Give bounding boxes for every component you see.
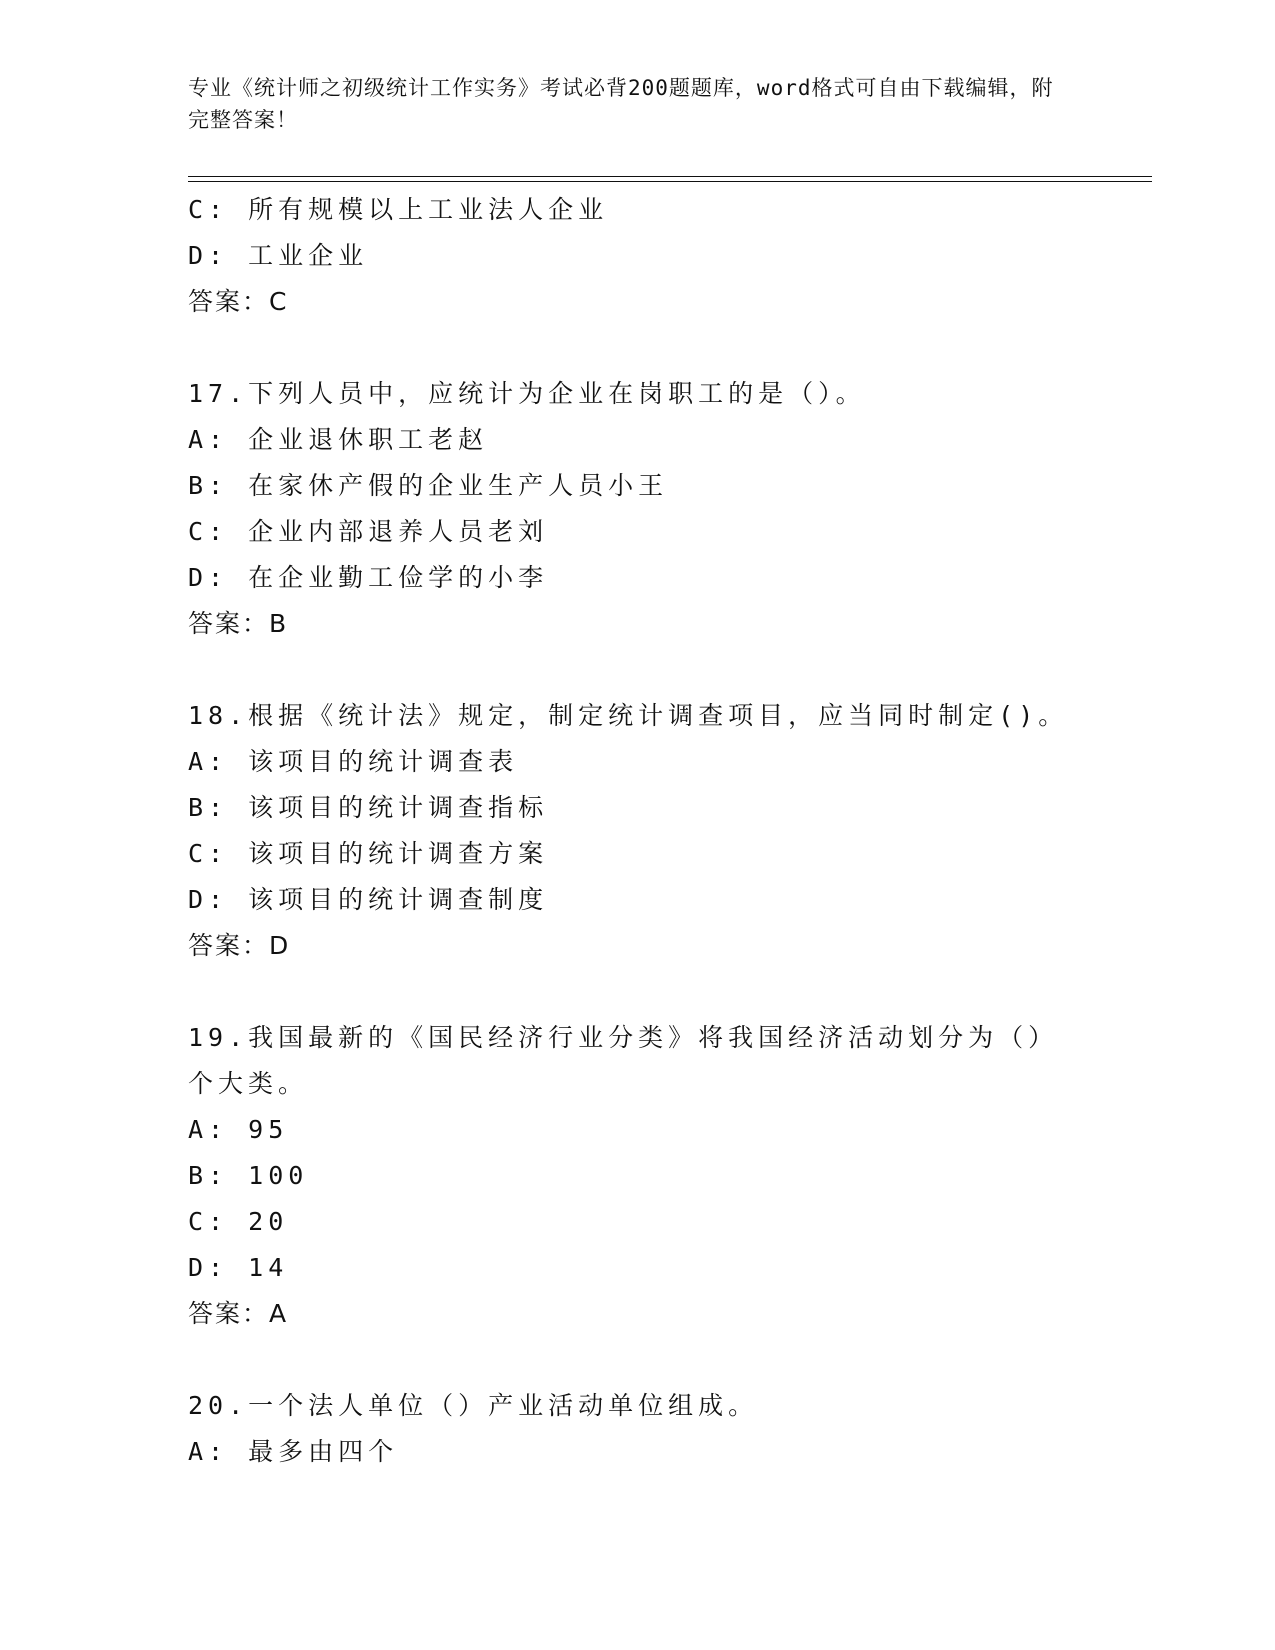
option-d: D: 该项目的统计调查制度 — [188, 885, 549, 914]
option-c: C: 20 — [188, 1207, 289, 1236]
spacer — [188, 969, 1088, 1015]
option-d: D: 14 — [188, 1253, 289, 1282]
spacer — [188, 647, 1088, 693]
question-stem: 20.一个法人单位（）产业活动单位组成。 — [188, 1391, 759, 1420]
option-a: A: 最多由四个 — [188, 1437, 399, 1466]
option-a: A: 95 — [188, 1115, 289, 1144]
option-d: D: 工业企业 — [188, 241, 369, 270]
header-rule-top — [188, 176, 1152, 177]
option-d: D: 在企业勤工俭学的小李 — [188, 563, 549, 592]
option-c: C: 企业内部退养人员老刘 — [188, 517, 549, 546]
question-stem: 19.我国最新的《国民经济行业分类》将我国经济活动划分为（）个大类。 — [188, 1023, 1046, 1098]
question-18 — [188, 693, 1088, 969]
document-header: 专业《统计师之初级统计工作实务》考试必背200题题库，word格式可自由下载编辑，附完整答案！ — [188, 76, 1054, 132]
option-c: C: 该项目的统计调查方案 — [188, 839, 549, 868]
option-b: B: 该项目的统计调查指标 — [188, 793, 549, 822]
question-20 — [188, 1383, 1088, 1475]
answer-line: 答案：C — [188, 287, 289, 316]
answer-line: 答案：D — [188, 931, 291, 960]
spacer — [188, 1337, 1088, 1383]
option-b: B: 在家休产假的企业生产人员小王 — [188, 471, 669, 500]
question-stem: 17.下列人员中，应统计为企业在岗职工的是（）。 — [188, 379, 866, 408]
question-16-tail — [188, 187, 1088, 325]
question-17 — [188, 371, 1088, 647]
spacer — [188, 325, 1088, 371]
option-b: B: 100 — [188, 1161, 309, 1190]
answer-line: 答案：A — [188, 1299, 289, 1328]
option-c: C: 所有规模以上工业法人企业 — [188, 195, 609, 224]
option-a: A: 该项目的统计调查表 — [188, 747, 519, 776]
question-19 — [188, 1015, 1088, 1337]
option-a: A: 企业退休职工老赵 — [188, 425, 489, 454]
question-stem: 18.根据《统计法》规定，制定统计调查项目，应当同时制定()。 — [188, 701, 1069, 730]
header-rule-bottom — [188, 181, 1152, 182]
question-list — [188, 187, 1088, 1475]
answer-line: 答案：B — [188, 609, 289, 638]
